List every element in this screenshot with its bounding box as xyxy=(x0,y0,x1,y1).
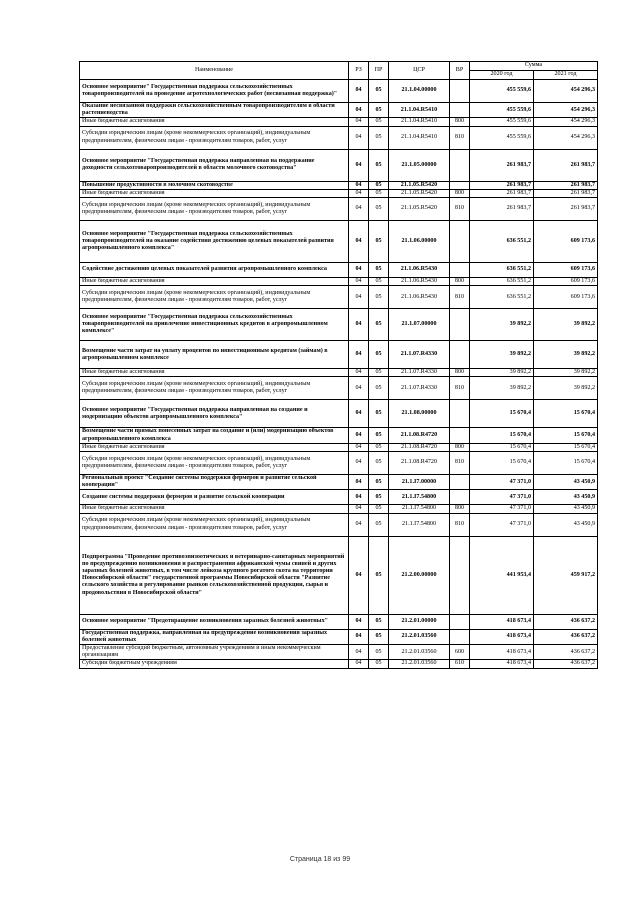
row-vr xyxy=(450,263,470,278)
row-amount-2020: 455 559,6 xyxy=(470,118,534,126)
row-vr xyxy=(450,103,470,118)
row-amount-2020: 15 670,4 xyxy=(470,452,534,475)
row-rz: 04 xyxy=(349,149,369,181)
table-row xyxy=(80,189,598,197)
row-pr: 05 xyxy=(369,103,389,118)
row-csr: 21.1.06.R5430 xyxy=(389,278,450,286)
row-csr: 21.1.04.R5410 xyxy=(389,118,450,126)
row-vr xyxy=(450,400,470,428)
row-pr: 05 xyxy=(369,505,389,513)
row-csr: 21.1.05.R5420 xyxy=(389,181,450,189)
row-amount-2021: 436 637,2 xyxy=(534,629,598,644)
row-name: Повышение продуктивности в молочном скотоводстве xyxy=(80,181,349,189)
row-name: Основное мероприятие" Государственная поддержка сельскохозяйственных товаропроизводителей на проведение агротехнологических работ (несвязанная поддержка)" xyxy=(80,80,349,103)
row-rz: 04 xyxy=(349,660,369,668)
table-row xyxy=(80,400,598,428)
row-vr: 800 xyxy=(450,505,470,513)
row-name: Основное мероприятие "Государственная поддержка направленная на поддержание доходности сельхозтоваропроизводителей в области молочного скотоводства" xyxy=(80,149,349,181)
row-vr: 800 xyxy=(450,369,470,377)
row-rz: 04 xyxy=(349,475,369,490)
row-name: Возмещение части затрат на уплату процентов по инвестиционным кредитам (займам) в агропромышленном комплексе xyxy=(80,341,349,369)
row-vr xyxy=(450,149,470,181)
row-csr: 21.1.04.R5410 xyxy=(389,103,450,118)
row-csr: 21.1.06.R5430 xyxy=(389,263,450,278)
row-rz: 04 xyxy=(349,80,369,103)
row-amount-2020: 418 673,4 xyxy=(470,645,534,660)
row-rz: 04 xyxy=(349,629,369,644)
row-csr: 21.1.I7.54800 xyxy=(389,505,450,513)
row-vr: 800 xyxy=(450,278,470,286)
row-amount-2020: 261 983,7 xyxy=(470,189,534,197)
row-name: Основное мероприятие "Предотвращение возникновения заразных болезней животных" xyxy=(80,614,349,629)
table-row xyxy=(80,103,598,118)
row-amount-2020: 39 892,2 xyxy=(470,369,534,377)
row-pr: 05 xyxy=(369,443,389,451)
row-csr: 21.1.05.R5420 xyxy=(389,189,450,197)
row-pr: 05 xyxy=(369,645,389,660)
table-row xyxy=(80,645,598,660)
table-row xyxy=(80,278,598,286)
row-csr: 21.1.04.R5410 xyxy=(389,126,450,149)
row-vr: 810 xyxy=(450,126,470,149)
row-amount-2021: 39 892,2 xyxy=(534,377,598,400)
row-amount-2021: 609 173,6 xyxy=(534,263,598,278)
row-name: Подпрограмма "Проведение противоэпизоотических и ветеринарно-санитарных мероприятий по предупреждению возникновения и распространения африканской чумы свиней и других заразных болезней животных, в том числе лейкоза крупного рогатого скота на территории Новосибирской области" государственной программы Новосибирской области "Развитие сельского хозяйства и регулирование рынков сельскохозяйственной продукции, сырья и продовольствия в Новосибирской области" xyxy=(80,536,349,614)
row-amount-2020: 39 892,2 xyxy=(470,377,534,400)
table-row xyxy=(80,369,598,377)
row-amount-2021: 43 450,9 xyxy=(534,505,598,513)
row-amount-2021: 609 173,6 xyxy=(534,221,598,263)
row-name: Основное мероприятие "Государственная поддержка направленная на создание и модернизацию объектов агропромышленного комплекса" xyxy=(80,400,349,428)
table-row xyxy=(80,181,598,189)
row-rz: 04 xyxy=(349,505,369,513)
row-amount-2021: 436 637,2 xyxy=(534,645,598,660)
row-name: Субсидии юридическим лицам (кроме некоммерческих организаций), индивидуальным предпринимателям, физическим лицам - производителям товаров, работ, услуг xyxy=(80,286,349,309)
row-rz: 04 xyxy=(349,263,369,278)
row-amount-2021: 436 637,2 xyxy=(534,614,598,629)
row-pr: 05 xyxy=(369,118,389,126)
row-name: Региональный проект "Создание системы поддержки фермеров и развитие сельской кооперации" xyxy=(80,475,349,490)
row-name: Субсидии юридическим лицам (кроме некоммерческих организаций), индивидуальным предпринимателям, физическим лицам - производителям товаров, работ, услуг xyxy=(80,377,349,400)
row-vr xyxy=(450,181,470,189)
row-pr: 05 xyxy=(369,263,389,278)
table-row xyxy=(80,629,598,644)
row-name: Иные бюджетные ассигнования xyxy=(80,369,349,377)
table-row xyxy=(80,286,598,309)
row-amount-2020: 636 551,2 xyxy=(470,278,534,286)
row-vr: 810 xyxy=(450,452,470,475)
table-row xyxy=(80,443,598,451)
row-vr: 810 xyxy=(450,286,470,309)
row-rz: 04 xyxy=(349,286,369,309)
row-rz: 04 xyxy=(349,126,369,149)
header-rz: РЗ xyxy=(349,62,369,80)
row-amount-2021: 15 670,4 xyxy=(534,452,598,475)
row-csr: 21.1.04.00000 xyxy=(389,80,450,103)
row-csr: 21.2.01.03560 xyxy=(389,629,450,644)
row-csr: 21.1.I7.54800 xyxy=(389,513,450,536)
row-name: Субсидии юридическим лицам (кроме некоммерческих организаций), индивидуальным предпринимателям, физическим лицам - производителям товаров, работ, услуг xyxy=(80,198,349,221)
row-amount-2021: 261 983,7 xyxy=(534,198,598,221)
table-row xyxy=(80,452,598,475)
row-name: Оказание несвязанной поддержки сельскохозяйственным товаропроизводителям в области растениеводства xyxy=(80,103,349,118)
row-rz: 04 xyxy=(349,645,369,660)
row-pr: 05 xyxy=(369,341,389,369)
row-name: Иные бюджетные ассигнования xyxy=(80,189,349,197)
row-csr: 21.1.I7.00000 xyxy=(389,475,450,490)
row-csr: 21.1.08.00000 xyxy=(389,400,450,428)
row-pr: 05 xyxy=(369,198,389,221)
row-vr xyxy=(450,490,470,505)
row-amount-2021: 454 296,3 xyxy=(534,103,598,118)
header-name: Наименование xyxy=(80,62,349,80)
row-amount-2020: 47 371,0 xyxy=(470,513,534,536)
row-vr: 600 xyxy=(450,645,470,660)
row-pr: 05 xyxy=(369,400,389,428)
table-row xyxy=(80,198,598,221)
row-amount-2021: 454 296,3 xyxy=(534,118,598,126)
row-amount-2020: 261 983,7 xyxy=(470,198,534,221)
row-pr: 05 xyxy=(369,536,389,614)
row-amount-2021: 15 670,4 xyxy=(534,400,598,428)
row-vr: 810 xyxy=(450,198,470,221)
row-amount-2020: 47 371,0 xyxy=(470,490,534,505)
table-row xyxy=(80,263,598,278)
row-amount-2021: 454 296,3 xyxy=(534,126,598,149)
row-amount-2020: 418 673,4 xyxy=(470,629,534,644)
table-row xyxy=(80,341,598,369)
row-amount-2021: 15 670,4 xyxy=(534,443,598,451)
budget-table xyxy=(79,61,598,669)
row-pr: 05 xyxy=(369,377,389,400)
row-rz: 04 xyxy=(349,428,369,443)
row-csr: 21.1.07.R4330 xyxy=(389,377,450,400)
row-rz: 04 xyxy=(349,513,369,536)
row-csr: 21.1.07.00000 xyxy=(389,309,450,341)
row-name: Субсидии юридическим лицам (кроме некоммерческих организаций), индивидуальным предпринимателям, физическим лицам - производителям товаров, работ, услуг xyxy=(80,126,349,149)
row-amount-2020: 39 892,2 xyxy=(470,341,534,369)
row-rz: 04 xyxy=(349,369,369,377)
row-amount-2021: 43 450,9 xyxy=(534,513,598,536)
row-amount-2020: 261 983,7 xyxy=(470,149,534,181)
row-amount-2021: 261 983,7 xyxy=(534,189,598,197)
row-rz: 04 xyxy=(349,443,369,451)
row-name: Субсидии юридическим лицам (кроме некоммерческих организаций), индивидуальным предпринимателям, физическим лицам - производителям товаров, работ, услуг xyxy=(80,513,349,536)
row-vr: 810 xyxy=(450,513,470,536)
row-csr: 21.2.00.00000 xyxy=(389,536,450,614)
table-row xyxy=(80,614,598,629)
row-name: Иные бюджетные ассигнования xyxy=(80,443,349,451)
row-pr: 05 xyxy=(369,452,389,475)
row-rz: 04 xyxy=(349,536,369,614)
row-vr xyxy=(450,428,470,443)
row-rz: 04 xyxy=(349,309,369,341)
table-row xyxy=(80,505,598,513)
table-row xyxy=(80,660,598,668)
table-header xyxy=(80,62,598,80)
row-name: Субсидии бюджетным учреждениям xyxy=(80,660,349,668)
row-amount-2021: 39 892,2 xyxy=(534,369,598,377)
row-amount-2021: 39 892,2 xyxy=(534,341,598,369)
row-name: Иные бюджетные ассигнования xyxy=(80,505,349,513)
row-rz: 04 xyxy=(349,221,369,263)
row-vr: 810 xyxy=(450,377,470,400)
row-csr: 21.1.07.R4330 xyxy=(389,341,450,369)
row-rz: 04 xyxy=(349,490,369,505)
row-amount-2020: 455 559,6 xyxy=(470,103,534,118)
row-pr: 05 xyxy=(369,278,389,286)
row-amount-2021: 609 173,6 xyxy=(534,286,598,309)
row-rz: 04 xyxy=(349,377,369,400)
row-vr xyxy=(450,221,470,263)
row-pr: 05 xyxy=(369,80,389,103)
table-row xyxy=(80,80,598,103)
row-rz: 04 xyxy=(349,278,369,286)
table-row xyxy=(80,377,598,400)
row-amount-2021: 43 450,9 xyxy=(534,490,598,505)
table-row xyxy=(80,513,598,536)
table-row xyxy=(80,221,598,263)
row-name: Субсидии юридическим лицам (кроме некоммерческих организаций), индивидуальным предпринимателям, физическим лицам - производителям товаров, работ, услуг xyxy=(80,452,349,475)
row-amount-2020: 455 559,6 xyxy=(470,126,534,149)
row-pr: 05 xyxy=(369,369,389,377)
row-name: Создание системы поддержки фермеров и развитие сельской кооперации xyxy=(80,490,349,505)
row-amount-2020: 441 953,4 xyxy=(470,536,534,614)
row-amount-2021: 454 296,3 xyxy=(534,80,598,103)
row-pr: 05 xyxy=(369,149,389,181)
row-rz: 04 xyxy=(349,181,369,189)
row-amount-2020: 261 983,7 xyxy=(470,181,534,189)
row-vr xyxy=(450,614,470,629)
row-name: Возмещение части прямых понесенных затрат на создание и (или) модернизацию объектов агропромышленного комплекса xyxy=(80,428,349,443)
table-row xyxy=(80,490,598,505)
row-name: Основное мероприятие "Государственная поддержка сельскохозяйственных товаропроизводителей на оказание содействия достижению целевых показателей развития агропромышленного комплекса" xyxy=(80,221,349,263)
row-pr: 05 xyxy=(369,286,389,309)
header-2021: 2021 год xyxy=(534,71,598,80)
row-rz: 04 xyxy=(349,400,369,428)
row-name: Иные бюджетные ассигнования xyxy=(80,278,349,286)
row-csr: 21.1.05.R5420 xyxy=(389,198,450,221)
row-amount-2021: 436 637,2 xyxy=(534,660,598,668)
row-pr: 05 xyxy=(369,221,389,263)
row-pr: 05 xyxy=(369,126,389,149)
row-amount-2020: 47 371,0 xyxy=(470,505,534,513)
row-csr: 21.2.01.03560 xyxy=(389,645,450,660)
row-vr: 800 xyxy=(450,118,470,126)
row-pr: 05 xyxy=(369,189,389,197)
row-amount-2021: 261 983,7 xyxy=(534,149,598,181)
row-amount-2021: 15 670,4 xyxy=(534,428,598,443)
row-csr: 21.1.06.00000 xyxy=(389,221,450,263)
row-vr xyxy=(450,536,470,614)
row-rz: 04 xyxy=(349,452,369,475)
row-amount-2021: 43 450,9 xyxy=(534,475,598,490)
row-rz: 04 xyxy=(349,189,369,197)
table-body xyxy=(80,80,598,669)
row-vr xyxy=(450,341,470,369)
row-pr: 05 xyxy=(369,309,389,341)
row-amount-2020: 636 551,2 xyxy=(470,221,534,263)
page-footer: Страница 18 из 99 xyxy=(289,856,351,863)
row-rz: 04 xyxy=(349,341,369,369)
row-pr: 05 xyxy=(369,629,389,644)
row-csr: 21.1.07.R4330 xyxy=(389,369,450,377)
row-amount-2020: 636 551,2 xyxy=(470,263,534,278)
row-amount-2020: 418 673,4 xyxy=(470,614,534,629)
table-row xyxy=(80,475,598,490)
table-row xyxy=(80,309,598,341)
row-amount-2020: 15 670,4 xyxy=(470,428,534,443)
header-sum: Сумма xyxy=(470,62,598,71)
row-name: Предоставление субсидий бюджетным, автономным учреждениям и иным некоммерческим организациям xyxy=(80,645,349,660)
row-name: Содействие достижению целевых показателей развития агропромышленного комплекса xyxy=(80,263,349,278)
row-amount-2020: 15 670,4 xyxy=(470,443,534,451)
row-pr: 05 xyxy=(369,475,389,490)
row-pr: 05 xyxy=(369,614,389,629)
row-amount-2020: 15 670,4 xyxy=(470,400,534,428)
row-vr xyxy=(450,309,470,341)
table-row xyxy=(80,126,598,149)
row-amount-2021: 261 983,7 xyxy=(534,181,598,189)
row-amount-2020: 39 892,2 xyxy=(470,309,534,341)
header-vr: ВР xyxy=(450,62,470,80)
row-csr: 21.1.08.R4720 xyxy=(389,428,450,443)
row-pr: 05 xyxy=(369,490,389,505)
row-amount-2020: 636 551,2 xyxy=(470,286,534,309)
row-pr: 05 xyxy=(369,513,389,536)
row-amount-2021: 609 173,6 xyxy=(534,278,598,286)
row-rz: 04 xyxy=(349,614,369,629)
header-2020: 2020 год xyxy=(470,71,534,80)
header-pr: ПР xyxy=(369,62,389,80)
row-vr: 800 xyxy=(450,443,470,451)
row-name: Основное мероприятие "Государственная поддержка сельскохозяйственных товаропроизводителей на привлечение инвестиционных кредитов в агропромышленном комплексе" xyxy=(80,309,349,341)
row-csr: 21.1.05.00000 xyxy=(389,149,450,181)
row-amount-2021: 39 892,2 xyxy=(534,309,598,341)
row-pr: 05 xyxy=(369,428,389,443)
row-pr: 05 xyxy=(369,181,389,189)
row-vr xyxy=(450,475,470,490)
table-row xyxy=(80,118,598,126)
row-rz: 04 xyxy=(349,103,369,118)
row-pr: 05 xyxy=(369,660,389,668)
row-name: Государственная поддержка, направленная на предупреждение возникновения заразных болезней животных xyxy=(80,629,349,644)
row-amount-2021: 459 917,2 xyxy=(534,536,598,614)
row-vr xyxy=(450,629,470,644)
row-vr xyxy=(450,80,470,103)
row-csr: 21.1.08.R4720 xyxy=(389,443,450,451)
row-vr: 610 xyxy=(450,660,470,668)
row-amount-2020: 418 673,4 xyxy=(470,660,534,668)
table-row xyxy=(80,149,598,181)
table-row xyxy=(80,428,598,443)
row-csr: 21.1.08.R4720 xyxy=(389,452,450,475)
header-csr: ЦСР xyxy=(389,62,450,80)
row-csr: 21.2.01.03560 xyxy=(389,660,450,668)
row-amount-2020: 455 559,6 xyxy=(470,80,534,103)
row-rz: 04 xyxy=(349,198,369,221)
row-csr: 21.1.06.R5430 xyxy=(389,286,450,309)
row-csr: 21.2.01.00000 xyxy=(389,614,450,629)
row-amount-2020: 47 371,0 xyxy=(470,475,534,490)
row-rz: 04 xyxy=(349,118,369,126)
row-vr: 800 xyxy=(450,189,470,197)
row-csr: 21.1.I7.54800 xyxy=(389,490,450,505)
table-row xyxy=(80,536,598,614)
row-name: Иные бюджетные ассигнования xyxy=(80,118,349,126)
